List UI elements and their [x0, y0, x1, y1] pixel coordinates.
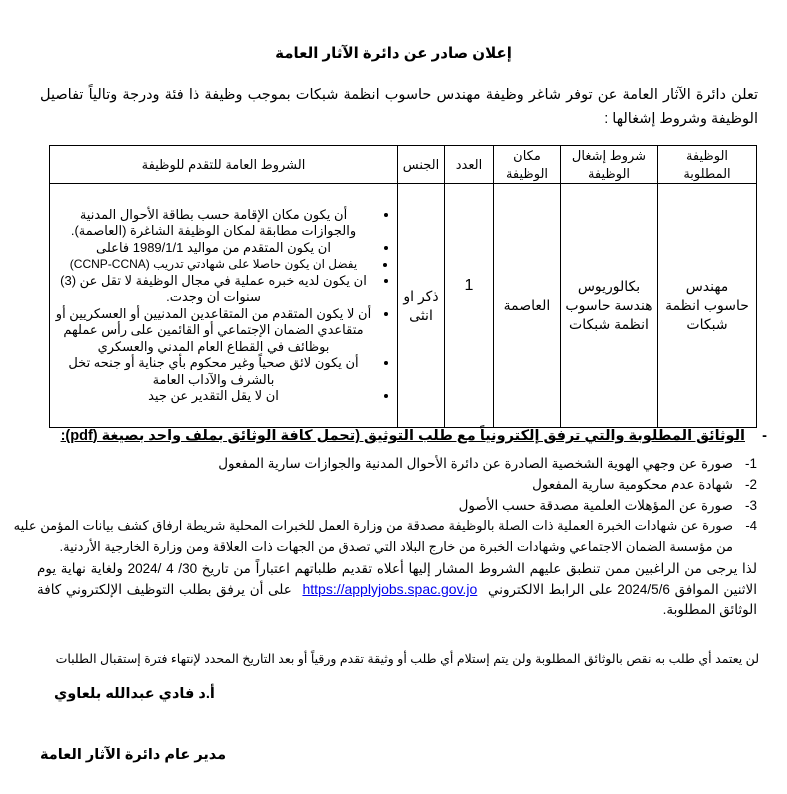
intro-paragraph: تعلن دائرة الآثار العامة عن توفر شاغر وظيفة مهندس حاسوب انظمة شبكات بموجب وظيفة ذا فئة ودرجة وتالياً تفاصيل الوظيفة وشروط إشغالها : — [40, 87, 758, 127]
header-qualification: شروط إشغال الوظيفة — [561, 146, 658, 184]
cell-place: العاصمة — [494, 184, 561, 428]
documents-list — [37, 453, 757, 516]
document-text: شهادة عدم محكومية سارية المفعول — [532, 477, 733, 492]
condition-item: • أن لا يكون المتقدم من المتقاعدين المدنيين أو العسكريين أو متقاعدي الضمان الإجتماعي أو القائمين على رأس عملهم بوظائف في القطاع العام المدني والعسكري — [54, 306, 373, 356]
condition-item: • ان يكون لديه خبره عملية في مجال الوظيفة لا تقل عن (3) سنوات ان وجدت. — [54, 273, 373, 306]
documents-heading-line — [27, 428, 767, 444]
document-number: 3- — [744, 498, 757, 513]
header-gender: الجنس — [398, 146, 445, 184]
document-text-continuation: من مؤسسة الضمان الاجتماعي وشهادات الخبرة من خارج البلاد التي تصدق من الجهات ذات العلاقة ومن وزارة الخارجية الأردنية. — [59, 539, 733, 554]
header-job: الوظيفة المطلوبة — [658, 146, 757, 184]
signer-name: أ.د فادي عبدالله بلعاوي — [54, 686, 215, 702]
cell-qualification: بكالوريوس هندسة حاسوب انظمة شبكات — [561, 184, 658, 428]
condition-item: • ان لا يقل التقدير عن جيد — [54, 388, 373, 405]
document-item — [37, 453, 757, 474]
condition-item: • أن يكون مكان الإقامة حسب بطاقة الأحوال المدنية والجوازات مطابقة لمكان الوظيفة الشاغرة (العاصمة). — [54, 207, 373, 240]
table-row — [50, 184, 757, 428]
document-number: 1- — [744, 456, 757, 471]
document-item — [37, 495, 757, 516]
cell-job: مهندس حاسوب انظمة شبكات — [658, 184, 757, 428]
document-number: 2- — [744, 477, 757, 492]
condition-item: • يفضل ان يكون حاصلا على شهادتي تدريب (CCNP-CCNA) — [54, 256, 373, 273]
document-text: صورة عن شهادات الخبرة العملية ذات الصلة بالوظيفة مصدقة من وزارة العمل للخبرات المحلية شريطة ارفاق كشف بيانات المؤمن عليه — [13, 518, 733, 533]
documents-heading: الوثائق المطلوبة والتي ترفق إلكترونياً مع طلب التوثيق (تحمل كافة الوثائق بملف واحد بصيغة (pdf): — [60, 428, 745, 444]
condition-item: • ان يكون المتقدم من مواليد 1989/1/1 فاعلى — [54, 240, 373, 257]
header-count: العدد — [445, 146, 494, 184]
job-table — [49, 145, 757, 428]
document-text: صورة عن وجهي الهوية الشخصية الصادرة عن دائرة الأحوال المدنية والجوازات سارية المفعول — [218, 456, 733, 471]
apply-text-after: على أن يرفق بطلب التوظيف الإلكتروني كافة الوثائق المطلوبة. — [37, 582, 757, 617]
apply-text-before: لذا يرجى من الراغبين ممن تنطبق عليهم الشروط المشار إليها أعلاه تقديم طلباتهم اعتباراً من تاريخ 30/ 4 /2024 ولغاية نهاية يوم الاثنين الموافق 2024/5/6 على الرابط الالكتروني — [37, 561, 757, 597]
condition-item: • أن يكون لائق صحياً وغير محكوم بأي جناية أو جنحه تخل بالشرف والآداب العامة — [54, 355, 373, 388]
cell-gender: ذكر او انثى — [398, 184, 445, 428]
document-item-4 — [13, 515, 757, 557]
document-text: صورة عن المؤهلات العلمية مصدقة حسب الأصول — [458, 498, 733, 513]
cell-count: 1 — [445, 184, 494, 428]
signer-role: مدير عام دائرة الآثار العامة — [40, 747, 227, 763]
document-item — [37, 474, 757, 495]
header-place: مكان الوظيفة — [494, 146, 561, 184]
table-header-row — [50, 146, 757, 184]
apply-paragraph — [37, 559, 757, 620]
apply-link[interactable]: https://applyjobs.spac.gov.jo — [302, 581, 478, 597]
notice-text: لن يعتمد أي طلب به نقص بالوثائق المطلوبة ولن يتم إستلام أي طلب أو وثيقة تقدم ورقياً أو بعد التاريخ المحدد لإنتهاء فترة إستقبال الطلبات — [55, 652, 759, 666]
document-number: 4- — [745, 518, 757, 533]
document-item — [13, 515, 757, 536]
cell-conditions — [50, 184, 398, 428]
documents-bullet: - — [762, 428, 767, 444]
announcement-title: إعلان صادر عن دائرة الآثار العامة — [275, 45, 512, 62]
header-conditions: الشروط العامة للتقدم للوظيفة — [50, 146, 398, 184]
conditions-list — [54, 207, 393, 405]
